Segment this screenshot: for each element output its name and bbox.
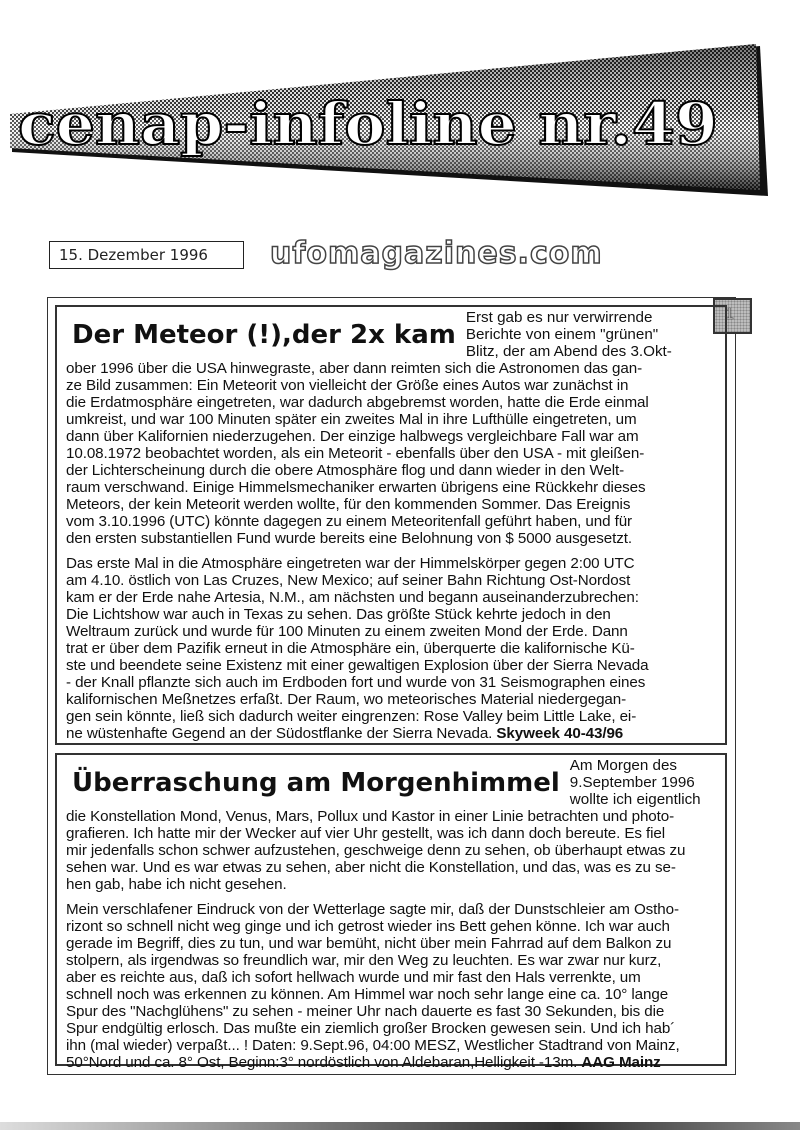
text-line: trat er über dem Pazifik erneut in die Atmosphäre ein, überquerte die kalifornische Kü- — [66, 640, 635, 657]
intro-line: Blitz, der am Abend des 3.Okt- — [465, 343, 672, 360]
text-line: grafieren. Ich hatte mir der Wecker auf vier Uhr gestellt, was ich dann doch bereute. Es fiel — [66, 825, 666, 842]
text-fragment: ne wüstenhafte Gegend an der Südostflanke der Sierra Nevada. — [66, 725, 493, 742]
article-paragraph — [66, 360, 717, 547]
text-line: die Erdatmosphäre eingetreten, war dadurch abgebremst worden, hatte die Erde einmal — [66, 394, 649, 411]
text-line: Spur des "Nachglühens" zu sehen - meiner Uhr nach dauerte es fast 30 Sekunden, bis die — [66, 1003, 665, 1020]
text-line: 10.08.1972 beobachtet worden, als ein Meteorit - ebenfalls über den USA - mit gleißen- — [66, 445, 645, 462]
article-intro — [466, 309, 672, 360]
issue-date: 15. Dezember 1996 — [49, 241, 244, 269]
article-header — [66, 309, 717, 360]
text-line: schnell noch was erkennen zu können. Am Himmel war noch sehr lange eine ca. 10° lange — [66, 986, 669, 1003]
text-line: hen gab, habe ich nicht gesehen. — [66, 876, 287, 893]
text-line: aber es reichte aus, daß ich sofort hellwach wurde und mir fast den Hals verrenkte, um — [66, 969, 641, 986]
text-line: - der Knall pflanzte sich auch im Erdboden fort und wurde von 31 Seismographen eines — [66, 674, 646, 691]
text-line: umkreist, und war 100 Minuten später ein zweites Mal in ihre Lufthülle eingetreten, um — [66, 411, 637, 428]
text-line: der Lichterscheinung durch die obere Atmosphäre flog und dann wieder in den Welt- — [66, 462, 625, 479]
text-line: kam er der Erde nahe Artesia, N.M., am nächsten und begann auseinanderzubrechen: — [66, 589, 639, 606]
scan-edge — [0, 1122, 800, 1130]
text-line: Spur endgültig erlosch. Das mußte ein ziemlich großer Brocken gewesen sein. Und ich hab´ — [66, 1020, 676, 1037]
article-paragraph — [66, 901, 717, 1071]
text-line: Meteors, der kein Meteorit werden wollte, für den kommenden Sommer. Das Ereignis — [66, 496, 631, 513]
text-fragment: 50°Nord und ca. 8° Ost, Beginn:3° nordöstlich von Aldebaran,Helligkeit -13m. — [66, 1054, 578, 1071]
article-meteor — [55, 305, 727, 745]
intro-line: 9.September 1996 — [569, 774, 695, 791]
text-line: rizont so schnell nicht weg ginge und ich getrost wieder ins Bett gehen könne. Ich war auch — [66, 918, 670, 935]
article-source: Skyweek 40-43/96 — [496, 725, 624, 742]
text-line: ste und beendete seine Existenz mit einer gewaltigen Explosion über der Sierra Nevada — [66, 657, 649, 674]
masthead-title: cenap-infoline nr.49 — [18, 90, 718, 158]
intro-line: Erst gab es nur verwirrende — [465, 309, 653, 326]
intro-line: Berichte von einem "grünen" — [465, 326, 659, 343]
article-header — [66, 757, 717, 808]
text-line: gen sein könnte, ließ sich dadurch weiter eingrenzen: Rose Valley beim Little Lake, ei- — [66, 708, 637, 725]
text-line: die Konstellation Mond, Venus, Mars, Pollux und Kastor in einer Linie betrachten und photo- — [66, 808, 675, 825]
watermark: ufomagazines.com — [270, 236, 603, 271]
text-line: gerade im Begriff, dies zu tun, und war bemüht, nicht über mein Fahrrad auf dem Balkon zu — [66, 935, 672, 952]
article-headline: Überraschung am Morgenhimmel — [72, 767, 560, 798]
article-headline: Der Meteor (!),der 2x kam — [72, 319, 456, 350]
text-line: ze Bild zusammen: Ein Meteorit von vielleicht der Größe eines Autos war zunächst in — [66, 377, 629, 394]
text-line-last — [66, 1054, 717, 1071]
article-paragraph — [66, 808, 717, 893]
text-line: sehen war. Und es war etwas zu sehen, aber nicht die Konstellation, und das, was es zu se- — [66, 859, 676, 876]
text-line-last — [66, 725, 717, 742]
article-intro — [570, 757, 701, 808]
text-line: Weltraum zurück und wurde für 100 Minuten zu einem zweiten Mond der Erde. Dann — [66, 623, 628, 640]
text-line: raum verschwand. Einige Himmelsmechaniker erwarten übrigens eine Rückkehr dieses — [66, 479, 646, 496]
text-line: Mein verschlafener Eindruck von der Wetterlage sagte mir, daß der Dunstschleier am Ostho- — [66, 901, 679, 918]
text-line: dann über Kalifornien niederzugehen. Der einzige halbwegs vergleichbare Fall war am — [66, 428, 639, 445]
text-line: vom 3.10.1996 (UTC) könnte dagegen zu einem Meteoritenfall geführt haben, und für — [66, 513, 633, 530]
intro-line: wollte ich eigentlich — [569, 791, 701, 808]
article-source: AAG Mainz — [581, 1054, 661, 1071]
text-line: ober 1996 über die USA hinwegraste, aber dann reimten sich die Astronomen das gan- — [66, 360, 643, 377]
text-line: den ersten substantiellen Fund wurde bereits eine Belohnung von $ 5000 ausgesetzt. — [66, 530, 632, 547]
text-line: am 4.10. östlich von Las Cruzes, New Mexico; auf seiner Bahn Richtung Ost-Nordost — [66, 572, 631, 589]
text-line: Die Lichtshow war auch in Texas zu sehen. Das größte Stück kehrte jedoch in den — [66, 606, 611, 623]
intro-line: Am Morgen des — [569, 757, 677, 774]
page-number-badge: 1 — [713, 298, 752, 334]
article-paragraph — [66, 555, 717, 742]
text-line: ihn (mal wieder) verpaßt... ! Daten: 9.Sept.96, 04:00 MESZ, Westlicher Stadtrand von Mainz, — [66, 1037, 680, 1054]
text-line: kalifornischen Meßnetzes erfaßt. Der Raum, wo meteorisches Material niedergegan- — [66, 691, 627, 708]
text-line: Das erste Mal in die Atmosphäre eingetreten war der Himmelskörper gegen 2:00 UTC — [66, 555, 635, 572]
article-morgenhimmel — [55, 753, 727, 1071]
text-line: mir jedenfalls schon schwer aufzustehen, geschweige denn zu sehen, ob überhaupt etwas zu — [66, 842, 686, 859]
text-line: stolpern, als irgendwas so freundlich war, mir den Weg zu leuchten. Es war zwar nur kurz, — [66, 952, 662, 969]
masthead-banner — [0, 40, 800, 210]
